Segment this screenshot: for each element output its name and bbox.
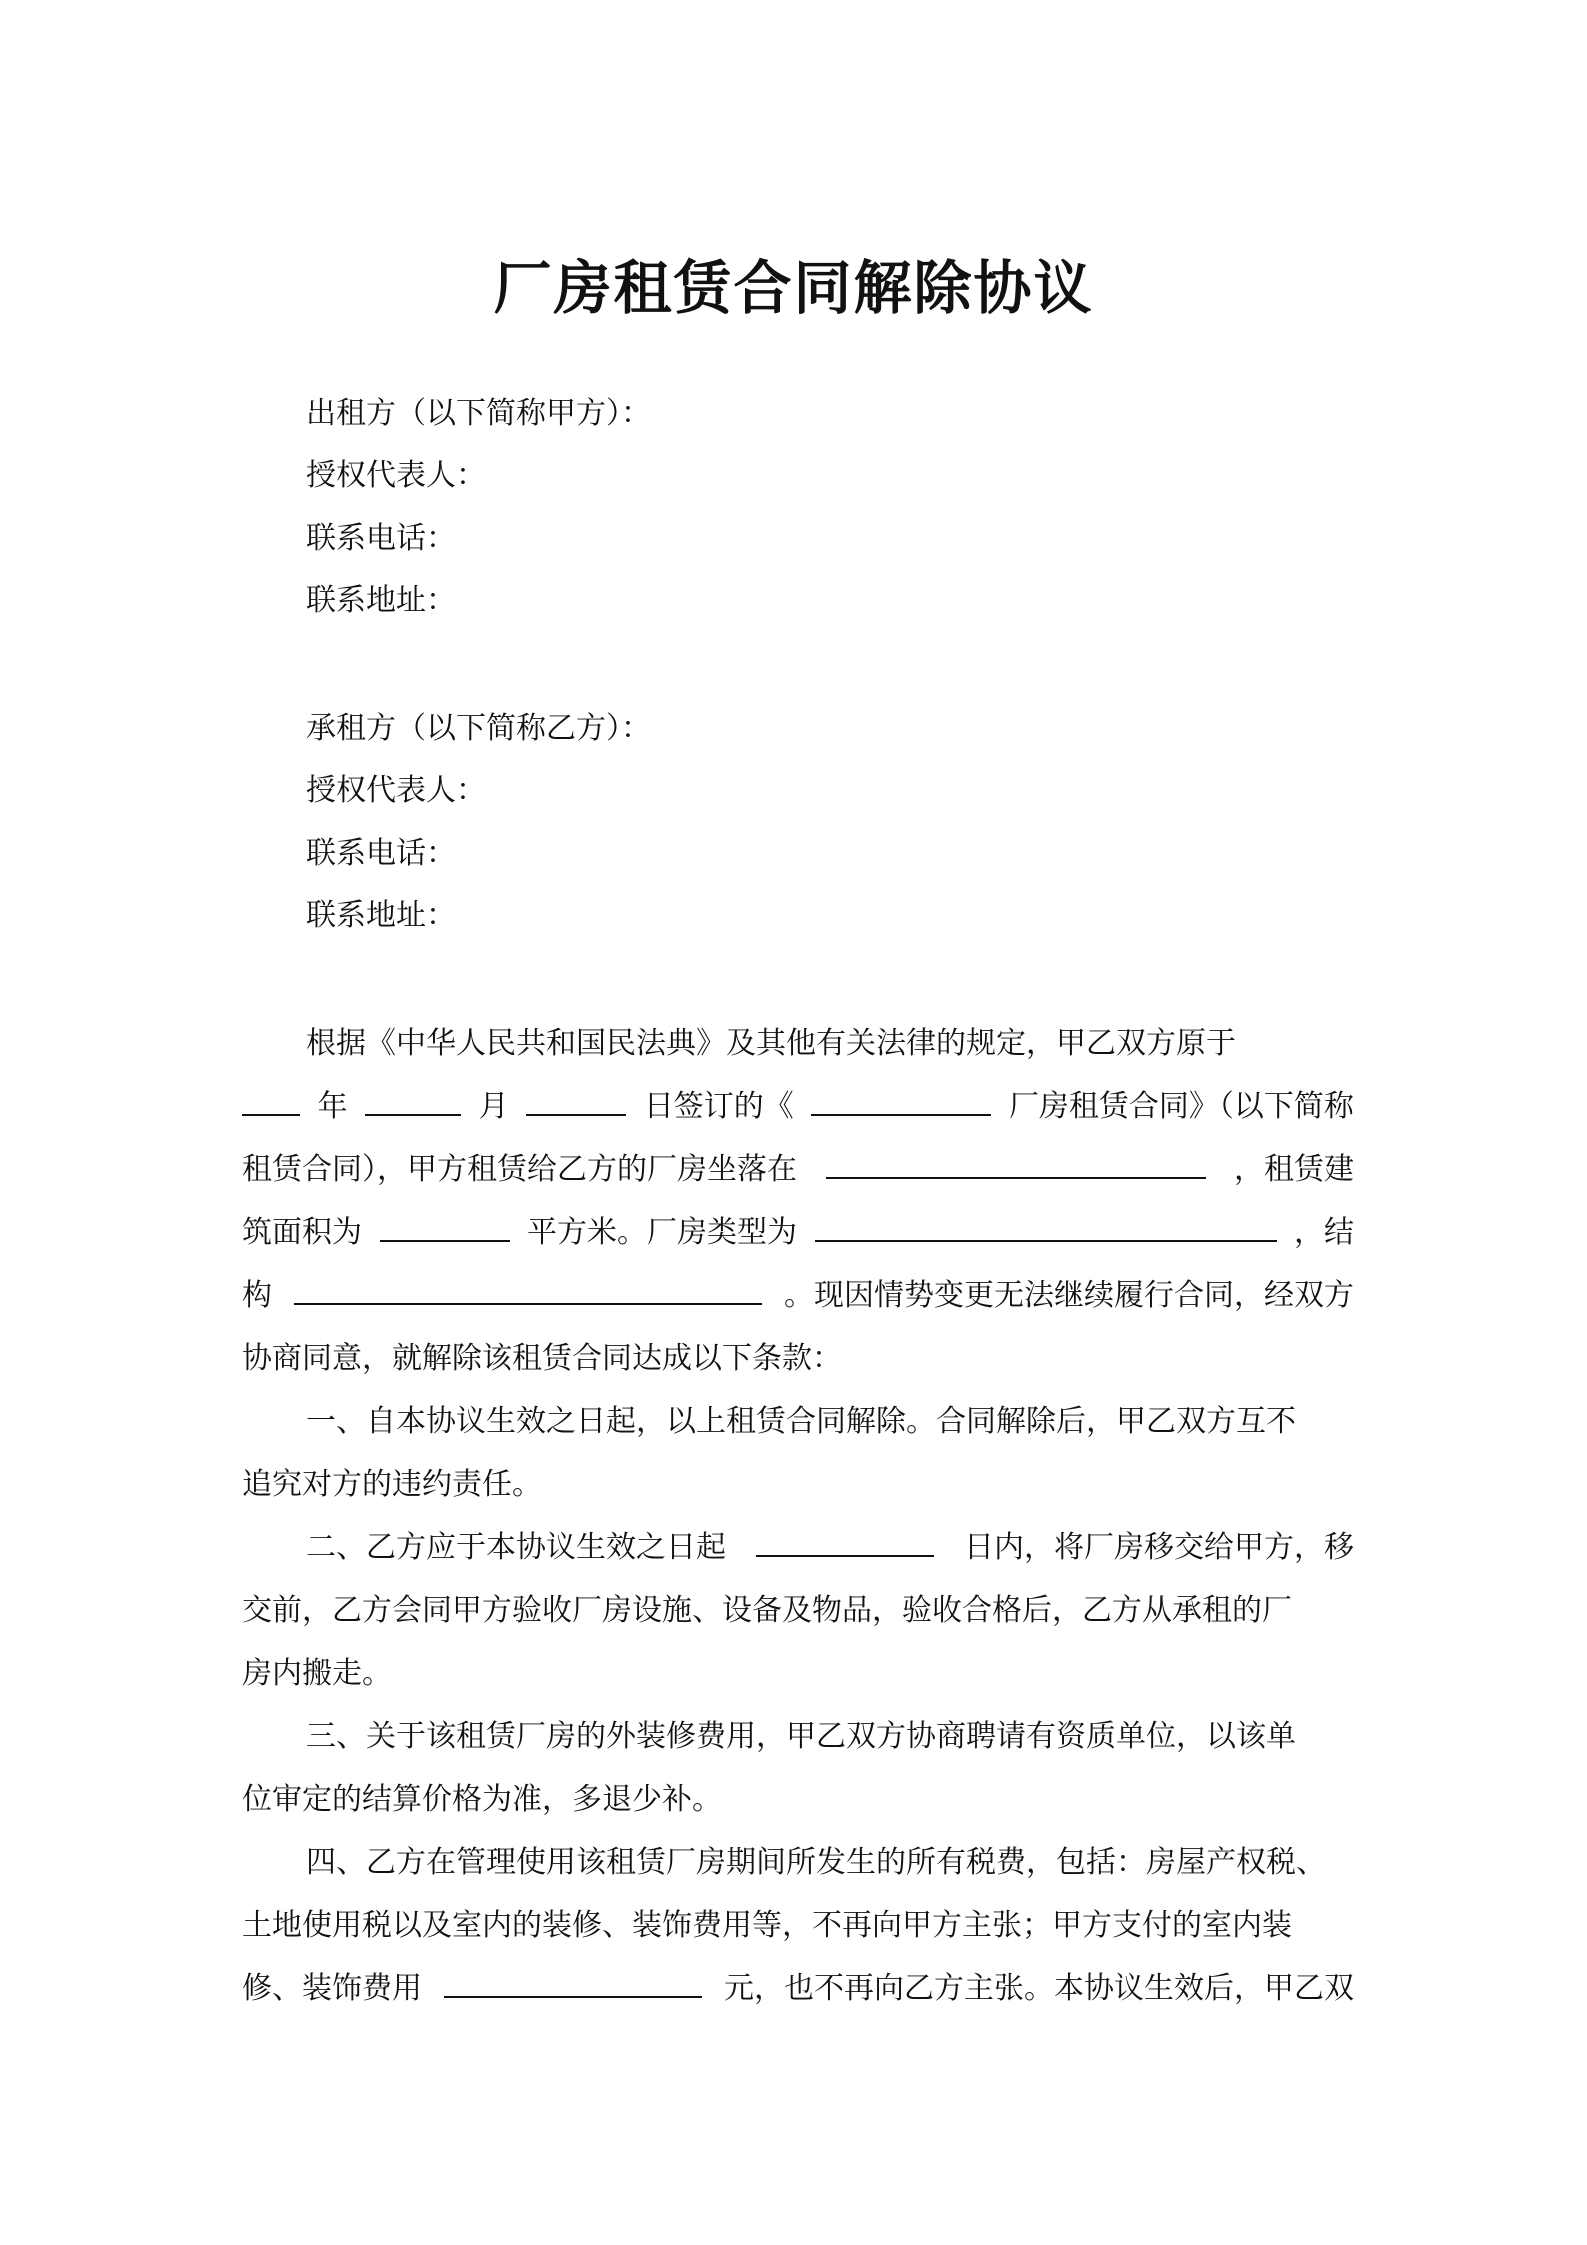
clause-1-line-1 <box>242 1390 1354 1453</box>
clause-2-text: 二、乙方应于本协议生效之日起 <box>306 1530 726 1565</box>
lessor-heading: 出租方（以下简称甲方）： <box>306 396 651 431</box>
clause-2-text-cont: 交前，乙方会同甲方验收厂房设施、设备及物品，验收合格后，乙方从承租的厂 <box>242 1593 1292 1628</box>
year-label: 年 <box>317 1089 348 1124</box>
location-label: 租赁合同），甲方租赁给乙方的厂房坐落在 <box>242 1152 797 1187</box>
lease-area-label: ，租赁建 <box>1234 1152 1354 1187</box>
factory-type-label: 平方米。厂房类型为 <box>527 1215 797 1250</box>
intro-line-5 <box>242 1264 1354 1327</box>
clause-4-text: 四、乙方在管理使用该租赁厂房期间所发生的所有税费，包括：房屋产权税、 <box>306 1845 1326 1880</box>
handover-days-blank <box>756 1519 934 1557</box>
decoration-fee-label: 修、装饰费用 <box>242 1971 422 2006</box>
intro-line-1 <box>242 1012 1354 1075</box>
lessor-representative-label: 授权代表人： <box>306 458 486 493</box>
intro-line-2 <box>242 1075 1354 1138</box>
agreement-body <box>242 1012 1354 2020</box>
area-blank <box>380 1204 510 1242</box>
structure-label: 构 <box>242 1278 272 1313</box>
clause-4-text-cont: 土地使用税以及室内的装修、装饰费用等，不再向甲方主张；甲方支付的室内装 <box>242 1908 1292 1943</box>
intro-line-3 <box>242 1138 1354 1201</box>
clause-4-line-1 <box>242 1831 1354 1894</box>
clause-1-text: 一、自本协议生效之日起，以上租赁合同解除。合同解除后，甲乙双方互不 <box>306 1404 1296 1439</box>
clause-2-handover: 日内，将厂房移交给甲方，移 <box>964 1530 1354 1565</box>
factory-type-blank <box>815 1204 1277 1242</box>
month-label: 月 <box>478 1089 509 1124</box>
intro-line-6 <box>242 1327 1354 1390</box>
location-blank <box>826 1141 1206 1179</box>
lessee-representative-label: 授权代表人： <box>306 773 486 808</box>
clause-3-line-1 <box>242 1705 1354 1768</box>
clause-4-line-3 <box>242 1957 1354 2020</box>
lessee-phone-label: 联系电话： <box>306 836 456 871</box>
intro-line-4 <box>242 1201 1354 1264</box>
lessor-address-label: 联系地址： <box>306 583 456 618</box>
day-blank <box>526 1078 626 1116</box>
document-title: 厂房租赁合同解除协议 <box>493 254 1094 322</box>
lessee-heading: 承租方（以下简称乙方）： <box>306 711 651 746</box>
termination-reason: 。现因情势变更无法继续履行合同，经双方 <box>784 1278 1354 1313</box>
lessor-phone-label: 联系电话： <box>306 521 456 556</box>
decoration-fee-blank <box>444 1960 702 1998</box>
year-blank <box>242 1078 300 1116</box>
clause-3-text-cont: 位审定的结算价格为准，多退少补。 <box>242 1782 722 1817</box>
lessee-address-label: 联系地址： <box>306 898 456 933</box>
intro-conclusion: 协商同意，就解除该租赁合同达成以下条款： <box>242 1341 842 1376</box>
clause-3-text: 三、关于该租赁厂房的外装修费用，甲乙双方协商聘请有资质单位，以该单 <box>306 1719 1296 1754</box>
clause-1-line-2 <box>242 1453 1354 1516</box>
clause-2-line-1 <box>242 1516 1354 1579</box>
structure-prefix: ，结 <box>1294 1215 1354 1250</box>
clause-1-text-cont: 追究对方的违约责任。 <box>242 1467 542 1502</box>
contract-suffix: 厂房租赁合同》（以下简称 <box>1008 1089 1354 1124</box>
clause-4-text-end: 元，也不再向乙方主张。本协议生效后，甲乙双 <box>724 1971 1354 2006</box>
contract-name-blank <box>811 1078 991 1116</box>
month-blank <box>365 1078 461 1116</box>
clause-2-line-3 <box>242 1642 1354 1705</box>
clause-4-line-2 <box>242 1894 1354 1957</box>
area-label: 筑面积为 <box>242 1215 362 1250</box>
intro-text: 根据《中华人民共和国民法典》及其他有关法律的规定，甲乙双方原于 <box>306 1026 1236 1061</box>
clause-3-line-2 <box>242 1768 1354 1831</box>
clause-2-line-2 <box>242 1579 1354 1642</box>
signed-label: 日签订的《 <box>643 1089 794 1124</box>
clause-2-text-end: 房内搬走。 <box>242 1656 392 1691</box>
structure-blank <box>294 1267 762 1305</box>
